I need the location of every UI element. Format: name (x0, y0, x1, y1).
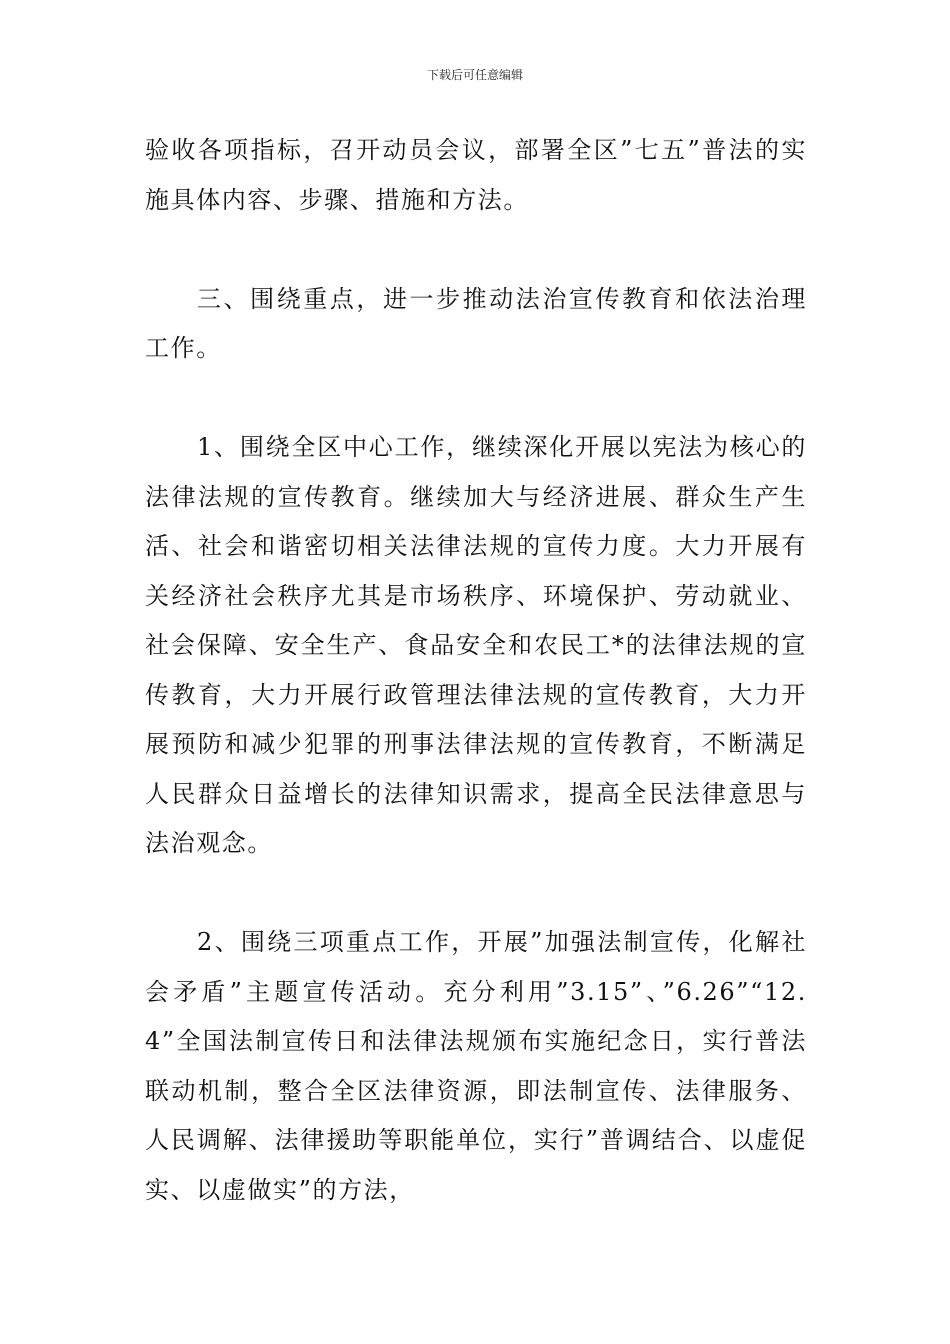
paragraph-item-1: 1、围绕全区中心工作，继续深化开展以宪法为核心的法律法规的宣传教育。继续加大与经济进展、群众生产生活、社会和谐密切相关法律法规的宣传力度。大力开展有关经济社会秩序尤其是市场秩序、环境保护、劳动就业、社会保障、安全生产、食品安全和农民工*的法律法规的宣传教育，大力开展行政管理法律法规的宣传教育，大力开展预防和减少犯罪的刑事法律法规的宣传教育，不断满足人民群众日益增长的法律知识需求，提高全民法律意思与法治观念。 (145, 433, 807, 857)
paragraph-continuation: 验收各项指标，召开动员会议，部署全区”七五”普法的实施具体内容、步骤、措施和方法。 (145, 136, 807, 214)
paragraph-section-heading: 三、围绕重点，进一步推动法治宣传教育和依法治理工作。 (145, 284, 807, 362)
paragraph-item-2: 2、围绕三项重点工作，开展”加强法制宣传，化解社会矛盾”主题宣传活动。充分利用”3.15”、”6.26”“12.4”全国法制宣传日和法律法规颁布实施纪念日，实行普法联动机制，整合全区法律资源，即法制宣传、法律服务、人民调解、法律援助等职能单位，实行”普调结合、以虚促实、以虚做实”的方法， (145, 928, 807, 1204)
document-body (145, 126, 807, 1265)
page-header-note: 下载后可任意编辑 (426, 68, 523, 82)
